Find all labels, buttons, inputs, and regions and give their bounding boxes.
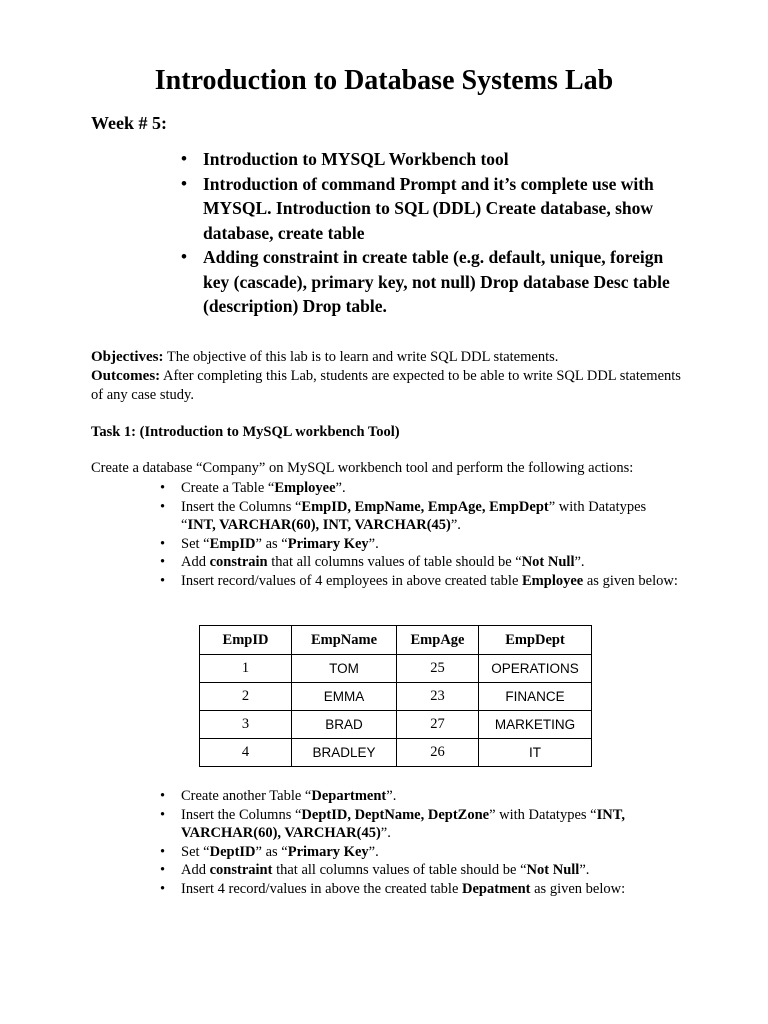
step-item: • Create another Table “Department”. [160,787,680,806]
table-cell: TOM [292,655,397,683]
step-item: • Insert record/values of 4 employees in above created table Employee as given below: [160,572,680,591]
step-item: • Set “DeptID” as “Primary Key”. [160,843,680,862]
column-header: EmpName [292,626,397,655]
week-heading: Week # 5: [91,113,167,133]
department-steps [160,787,680,898]
objectives-block [91,348,681,405]
table-cell: 23 [397,683,479,711]
table-row [200,711,592,739]
table-cell: 1 [200,655,292,683]
step-item: • Set “EmpID” as “Primary Key”. [160,535,680,554]
table-cell: BRADLEY [292,739,397,767]
column-header: EmpID [200,626,292,655]
objectives-label: Objectives: [91,349,164,365]
objectives-text: The objective of this lab is to learn and write SQL DDL statements. [163,349,559,365]
topics-list [181,147,671,319]
table-cell: 26 [397,739,479,767]
topic-item: • Adding constraint in create table (e.g. default, unique, foreign key (cascade), primary key, not null) Drop database Desc table (description) Drop table. [181,245,671,319]
table-row [200,683,592,711]
table-row [200,655,592,683]
task1-intro: Create a database “Company” on MySQL workbench tool and perform the following actions: [91,460,634,476]
column-header: EmpDept [479,626,592,655]
task1-title: Task 1: (Introduction to MySQL workbench Tool) [91,424,400,440]
table-cell: 27 [397,711,479,739]
task1-steps [160,479,680,590]
table-cell: 25 [397,655,479,683]
topic-item: • Introduction of command Prompt and it’s complete use with MYSQL. Introduction to SQL (DDL) Create database, show database, create table [181,172,671,246]
table-cell: OPERATIONS [479,655,592,683]
outcomes-line [91,367,681,405]
table-cell: MARKETING [479,711,592,739]
step-item: • Insert the Columns “EmpID, EmpName, EmpAge, EmpDept” with Datatypes “INT, VARCHAR(60), INT, VARCHAR(45)”. [160,498,680,535]
table-cell: EMMA [292,683,397,711]
outcomes-text: After completing this Lab, students are expected to be able to write SQL DDL statements of any case study. [91,368,681,403]
step-item: • Insert 4 record/values in above the created table Depatment as given below: [160,880,680,899]
topic-item: • Introduction to MYSQL Workbench tool [181,147,671,172]
table-cell: 3 [200,711,292,739]
step-item: • Create a Table “Employee”. [160,479,680,498]
outcomes-label: Outcomes: [91,368,161,384]
table-row [200,739,592,767]
table-cell: 4 [200,739,292,767]
table-cell: BRAD [292,711,397,739]
table-cell: IT [479,739,592,767]
step-item: • Add constraint that all columns values of table should be “Not Null”. [160,861,680,880]
column-header: EmpAge [397,626,479,655]
employee-table [199,625,592,767]
table-cell: FINANCE [479,683,592,711]
table-header-row [200,626,592,655]
table-cell: 2 [200,683,292,711]
objectives-line [91,348,681,367]
step-item: • Insert the Columns “DeptID, DeptName, DeptZone” with Datatypes “INT, VARCHAR(60), VARCHAR(45)”. [160,806,680,843]
step-item: • Add constrain that all columns values of table should be “Not Null”. [160,553,680,572]
page-title: Introduction to Database Systems Lab [154,65,614,96]
